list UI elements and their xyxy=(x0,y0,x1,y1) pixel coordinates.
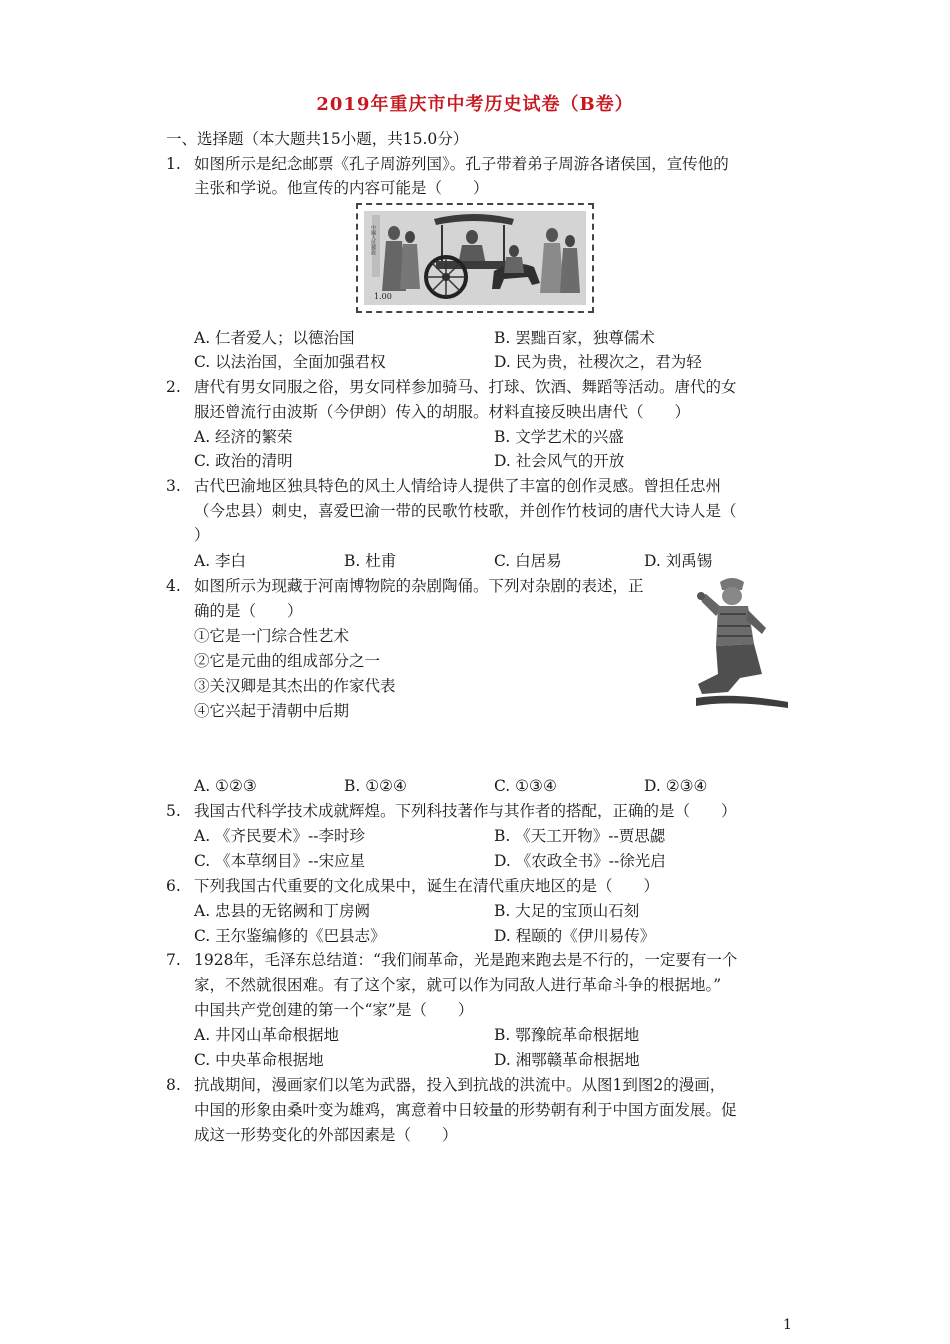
question-text: 抗战期间，漫画家们以笔为武器，投入到抗战的洪流中。从图1到图2的漫画， xyxy=(194,1076,726,1094)
option-d: D. ②③④ xyxy=(644,777,708,795)
stamp-caption: 中國人民郵政 xyxy=(370,225,376,255)
option-c: C. 《本草纲目》--宋应星 xyxy=(194,852,366,870)
option-a: A. 《齐民要术》--李时珍 xyxy=(194,827,366,845)
question-number: 5. xyxy=(166,802,181,820)
question-number: 3. xyxy=(166,477,181,495)
option-c: C. 政治的清明 xyxy=(194,452,293,470)
option-b: B. 鄂豫皖革命根据地 xyxy=(494,1026,640,1044)
question-text: 家，不然就很困难。有了这个家，就可以作为同敌人进行革命斗争的根据地。” xyxy=(194,976,722,994)
question-text: 我国古代科学技术成就辉煌。下列科技著作与其作者的搭配，正确的是（ ） xyxy=(194,802,737,820)
option-c: C. 王尔鉴编修的《巴县志》 xyxy=(194,927,386,945)
option-a: A. ①②③ xyxy=(194,777,257,795)
page-number: 1 xyxy=(783,1317,792,1333)
question-text: 1928年，毛泽东总结道：“我们闹革命，光是跑来跑去是不行的，一定要有一个 xyxy=(194,951,738,969)
question-number: 2. xyxy=(166,378,181,396)
question-number: 4. xyxy=(166,577,181,595)
question-text: 成这一形势变化的外部因素是（ ） xyxy=(194,1126,458,1144)
option-d: D. 湘鄂赣革命根据地 xyxy=(494,1051,640,1069)
option-b: B. 文学艺术的兴盛 xyxy=(494,428,624,446)
statement-2: ②它是元曲的组成部分之一 xyxy=(194,652,381,670)
question-text: 唐代有男女同服之俗，男女同样参加骑马、打球、饮酒、舞蹈等活动。唐代的女 xyxy=(194,378,737,396)
question-text: 确的是（ ） xyxy=(194,602,303,620)
statement-1: ①它是一门综合性艺术 xyxy=(194,627,350,645)
option-b: B. ①②④ xyxy=(344,777,407,795)
question-number: 8. xyxy=(166,1076,181,1094)
option-d: D. 程颐的《伊川易传》 xyxy=(494,927,656,945)
option-b: B. 大足的宝顶山石刻 xyxy=(494,902,640,920)
question-text: 如图所示是纪念邮票《孔子周游列国》。孔子带着弟子周游各诸侯国，宣传他的 xyxy=(194,155,729,173)
option-d: D. 民为贵，社稷次之，君为轻 xyxy=(494,353,702,371)
option-b: B. 《天工开物》--贾思勰 xyxy=(494,827,666,845)
option-a: A. 经济的繁荣 xyxy=(194,428,293,446)
question-number: 7. xyxy=(166,951,181,969)
option-d: D. 《农政全书》--徐光启 xyxy=(494,852,666,870)
option-a: A. 仁者爱人；以德治国 xyxy=(194,329,355,347)
question-text: 下列我国古代重要的文化成果中，诞生在清代重庆地区的是（ ） xyxy=(194,877,660,895)
statement-3: ③关汉卿是其杰出的作家代表 xyxy=(194,677,396,695)
question-text: 如图所示为现藏于河南博物院的杂剧陶俑。下列对杂剧的表述，正 xyxy=(194,577,644,595)
confucius-travel-illustration xyxy=(364,211,586,305)
stamp-value: 1.00 xyxy=(374,292,392,301)
question-text: 主张和学说。他宣传的内容可能是（ ） xyxy=(194,179,489,197)
stamp-image xyxy=(356,203,594,313)
question-text: 古代巴渝地区独具特色的风土人情给诗人提供了丰富的创作灵感。曾担任忠州 xyxy=(194,477,722,495)
option-c: C. ①③④ xyxy=(494,777,557,795)
question-text: ） xyxy=(194,526,210,544)
question-number: 1. xyxy=(166,155,181,173)
option-a: A. 井冈山革命根据地 xyxy=(194,1026,340,1044)
option-b: B. 罢黜百家，独尊儒术 xyxy=(494,329,655,347)
option-a: A. 李白 xyxy=(194,552,247,570)
option-b: B. 杜甫 xyxy=(344,552,397,570)
option-d: D. 社会风气的开放 xyxy=(494,452,625,470)
question-text: 服还曾流行由波斯（今伊朗）传入的胡服。材料直接反映出唐代（ ） xyxy=(194,403,691,421)
option-d: D. 刘禹锡 xyxy=(644,552,713,570)
question-text: （今忠县）刺史，喜爱巴渝一带的民歌竹枝歌，并创作竹枝词的唐代大诗人是（ xyxy=(194,502,737,520)
option-c: C. 以法治国，全面加强君权 xyxy=(194,353,386,371)
option-c: C. 白居易 xyxy=(494,552,562,570)
zaju-figurine-image xyxy=(692,574,792,714)
question-text: 中国共产党创建的第一个“家”是（ ） xyxy=(194,1001,474,1019)
option-c: C. 中央革命根据地 xyxy=(194,1051,324,1069)
option-a: A. 忠县的无铭阙和丁房阙 xyxy=(194,902,371,920)
page-title: 2019年重庆市中考历史试卷（B卷） xyxy=(316,94,634,115)
statement-4: ④它兴起于清朝中后期 xyxy=(194,702,350,720)
section-heading: 一、选择题（本大题共15小题，共15.0分） xyxy=(166,130,469,148)
question-number: 6. xyxy=(166,877,181,895)
question-text: 中国的形象由桑叶变为雄鸡，寓意着中日较量的形势朝有利于中国方面发展。促 xyxy=(194,1101,737,1119)
